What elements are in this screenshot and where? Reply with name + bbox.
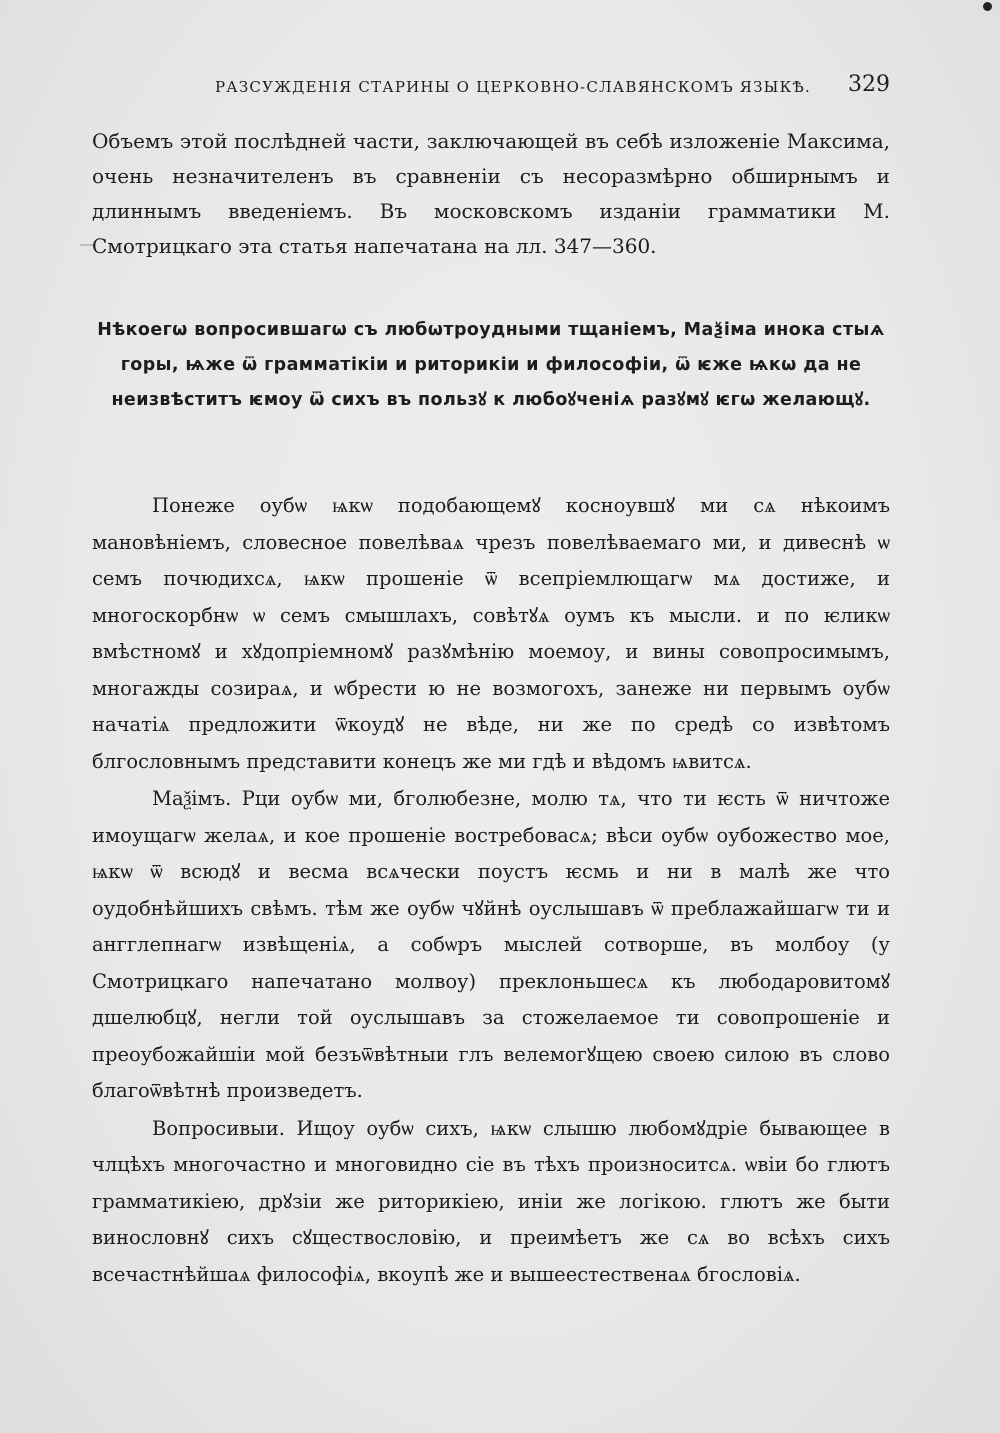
ink-dot-mark (983, 2, 992, 11)
running-title: РАЗСУЖДЕНІЯ СТАРИНЫ О ЦЕРКОВНО-СЛАВЯНСКОМЪ ЯЗЫКѢ. (215, 78, 812, 96)
intro-paragraph-block (92, 124, 890, 264)
intro-paragraph: Объемъ этой послѣдней части, заключающей въ себѣ изложеніе Максима, очень незначителенъ въ сравненіи съ несоразмѣрно обширнымъ и длиннымъ введеніемъ. Въ московскомъ изданіи грамматики М. Смотрицкаго эта статья напечатана на лл. 347—360. (92, 129, 890, 258)
page-number: 329 (848, 72, 890, 97)
slavonic-heading: Нѣкоегѡ вопросившагѡ съ любѡтроудными тщаніемъ, Маѯіма инока стыѧ горы, ѩже ѿ грамматікіи и риторикіи и философіи, ѿ ѥже ѩкѡ да не неизвѣститъ ѥмоу ѿ сихъ въ пользꙋ к любоꙋченіѧ разꙋмꙋ ѥгѡ желающꙋ. (97, 320, 885, 410)
body-paragraph-3: Вопросивыи. Ищоу оубѡ сихъ, ѩкѡ слышю любомꙋдріе бывающее в члцѣхъ многочастно и многовидно сіе въ тѣхъ произноситсѧ. ѡвіи бо глютъ грамматикіею, дрꙋзіи же риторикіею, иніи же логікою. глютъ же быти винословнꙋ сихъ сꙋществословію, и преимѣетъ же сѧ во всѣхъ сихъ всечастнѣйшаѧ философіѧ, вкоупѣ же и вышеестественаѧ бгословіѧ. (92, 1116, 890, 1286)
running-head (215, 72, 890, 104)
body-paragraph-1: Понеже оубѡ ѩкѡ подобающемꙋ косноувшꙋ ми сѧ нѣкоимъ мановѣніемъ, словесное повелѣваѧ чрезъ повелѣваемаго ми, и дивеснѣ ѡ семъ почюдихсѧ, ѩкѡ прошеніе ѿ всепріемлющагѡ мѧ достиже, и многоскорбнѡ ѡ семъ смышлахъ, совѣтꙋѧ оумъ къ мысли. и по ѥликѡ вмѣстномꙋ и хꙋдопріемномꙋ разꙋмѣнію моемоу, и вины совопросимымъ, многажды созираѧ, и ѡбрести ю не возмогохъ, занеже ни первымъ оубѡ начатіѧ предложити ѿкоудꙋ не вѣде, ни же по средѣ со извѣтомъ блгословнымъ представити конецъ же ми гдѣ и вѣдомъ ѩвитсѧ. (92, 494, 890, 773)
body-paragraph-2: Маѯімъ. Рци оубѡ ми, бголюбезне, молю тѧ, что ти ѥсть ѿ ничтоже имоущагѡ желаѧ, и кое прошеніе востребовасѧ; вѣси оубѡ оубожество мое, ѩкѡ ѿ всюдꙋ и весма всѧчески поустъ ѥсмь и ни в малѣ же что оудобнѣйшихъ свѣмъ. тѣм же оубѡ чꙋйнѣ оуслышавъ ѿ преблажайшагѡ ти и ангглепнагѡ извѣщеніѧ, а собѡръ мыслей сотворше, въ молбоу (у Смотрицкаго напечатано молвоу) преклоньшесѧ къ любодаровитомꙋ дшелюбцꙋ, негли той оуслышавъ за стожелаемое ти совопрошеніе и преоубожайшіи мой безъѿвѣтныи глъ велемогꙋщею своею силою въ слово благоѿвѣтнѣ произведетъ. (92, 787, 890, 1102)
body-text (92, 488, 890, 1293)
